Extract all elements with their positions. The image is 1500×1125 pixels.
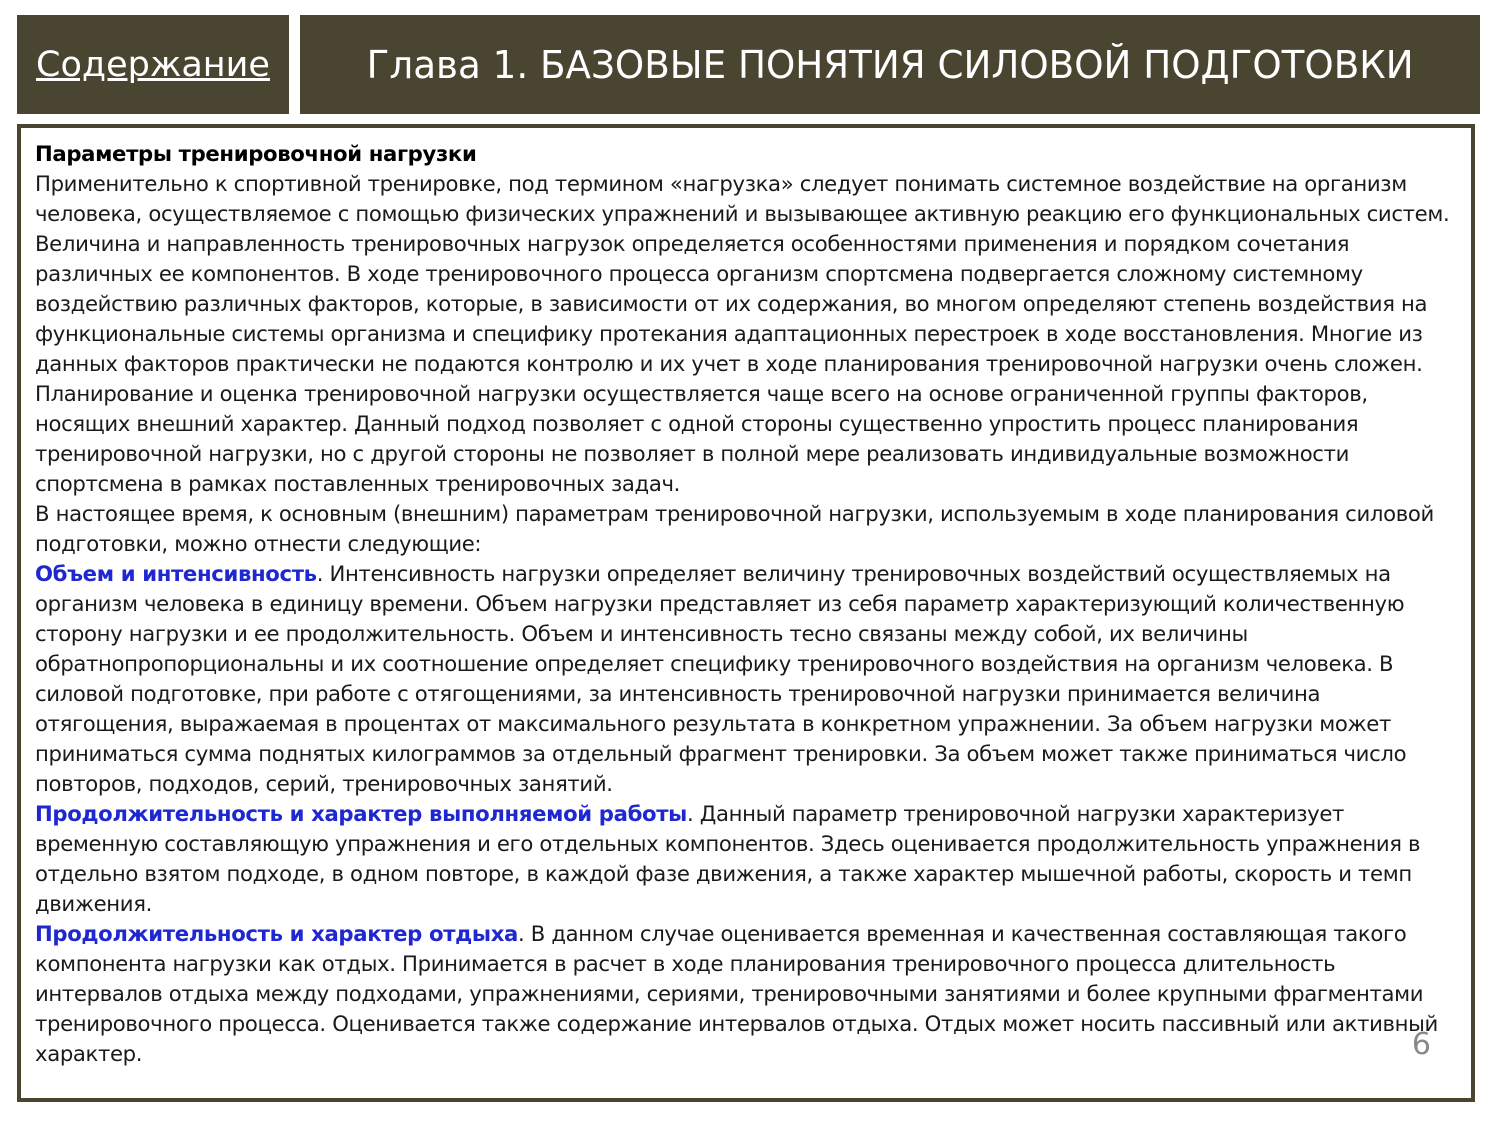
content-text xyxy=(35,139,1459,1069)
contents-nav-box xyxy=(17,15,289,114)
page-title: Глава 1. БАЗОВЫЕ ПОНЯТИЯ СИЛОВОЙ ПОДГОТОВКИ xyxy=(366,42,1414,87)
title-bar xyxy=(300,15,1480,114)
term-rest: Продолжительность и характер отдыха xyxy=(35,921,518,946)
definition-work-duration xyxy=(35,799,1459,919)
section-heading: Параметры тренировочной нагрузки xyxy=(35,141,477,166)
definition-text: . Интенсивность нагрузки определяет величину тренировочных воздействий осуществляемых на организм человека в единицу времени. Объем нагрузки представляет из себя параметр характеризующий количественную сторону нагрузки и ее продолжительность. Объем и интенсивность тесно связаны между собой, их величины обратнопропорциональны и их соотношение определяет специфику тренировочного воздействия на организм человека. В силовой подготовке, при работе с отягощениями, за интенсивность тренировочной нагрузки принимается величина отягощения, выражаемая в процентах от максимального результата в конкретном упражнении. За объем нагрузки может приниматься сумма поднятых килограммов за отдельный фрагмент тренировки. За объем может также приниматься число повторов, подходов, серий, тренировочных занятий. xyxy=(35,561,1407,796)
paragraph-planning: Планирование и оценка тренировочной нагрузки осуществляется чаще всего на основе ограниченной группы факторов, носящих внешний характер. Данный подход позволяет с одной стороны существенно упростить процесс планирования тренировочной нагрузки, но с другой стороны не позволяет в полной мере реализовать индивидуальные возможности спортсмена в рамках поставленных тренировочных задач. xyxy=(35,381,1368,496)
page-number: 6 xyxy=(1411,1027,1431,1062)
definition-text: . Данный параметр тренировочной нагрузки характеризует временную составляющую упражнения и его отдельных компонентов. Здесь оценивается продолжительность упражнения в отдельно взятом подходе, в одном повторе, в каждой фазе движения, а также характер мышечной работы, скорость и темп движения. xyxy=(35,801,1421,916)
paragraph-load-definition: Применительно к спортивной тренировке, под термином «нагрузка» следует понимать системное воздействие на организм человека, осуществляемое с помощью физических упражнений и вызывающее активную реакцию его функциональных систем. Величина и направленность тренировочных нагрузок определяется особенностями применения и порядком сочетания различных ее компонентов. В ходе тренировочного процесса организм спортсмена подвергается сложному системному воздействию различных факторов, которые, в зависимости от их содержания, во многом определяют степень воздействия на функциональные системы организма и специфику протекания адаптационных перестроек в ходе восстановления. Многие из данных факторов практически не подаются контролю и их учет в ходе планирования тренировочной нагрузки очень сложен. xyxy=(35,171,1450,376)
definition-volume-intensity xyxy=(35,559,1459,799)
contents-link[interactable]: Содержание xyxy=(36,44,270,85)
definition-rest xyxy=(35,919,1459,1069)
definition-text: . В данном случае оценивается временная и качественная составляющая такого компонента нагрузки как отдых. Принимается в расчет в ходе планирования тренировочного процесса длительность интервалов отдыха между подходами, упражнениями, сериями, тренировочными занятиями и более крупными фрагментами тренировочного процесса. Оценивается также содержание интервалов отдыха. Отдых может носить пассивный или активный характер. xyxy=(35,921,1438,1066)
content-panel xyxy=(17,124,1475,1102)
term-work-duration: Продолжительность и характер выполняемой работы xyxy=(35,801,687,826)
paragraph-parameters-intro: В настоящее время, к основным (внешним) параметрам тренировочной нагрузки, используемым в ходе планирования силовой подготовки, можно отнести следующие: xyxy=(35,501,1434,556)
term-volume-intensity: Объем и интенсивность xyxy=(35,561,317,586)
